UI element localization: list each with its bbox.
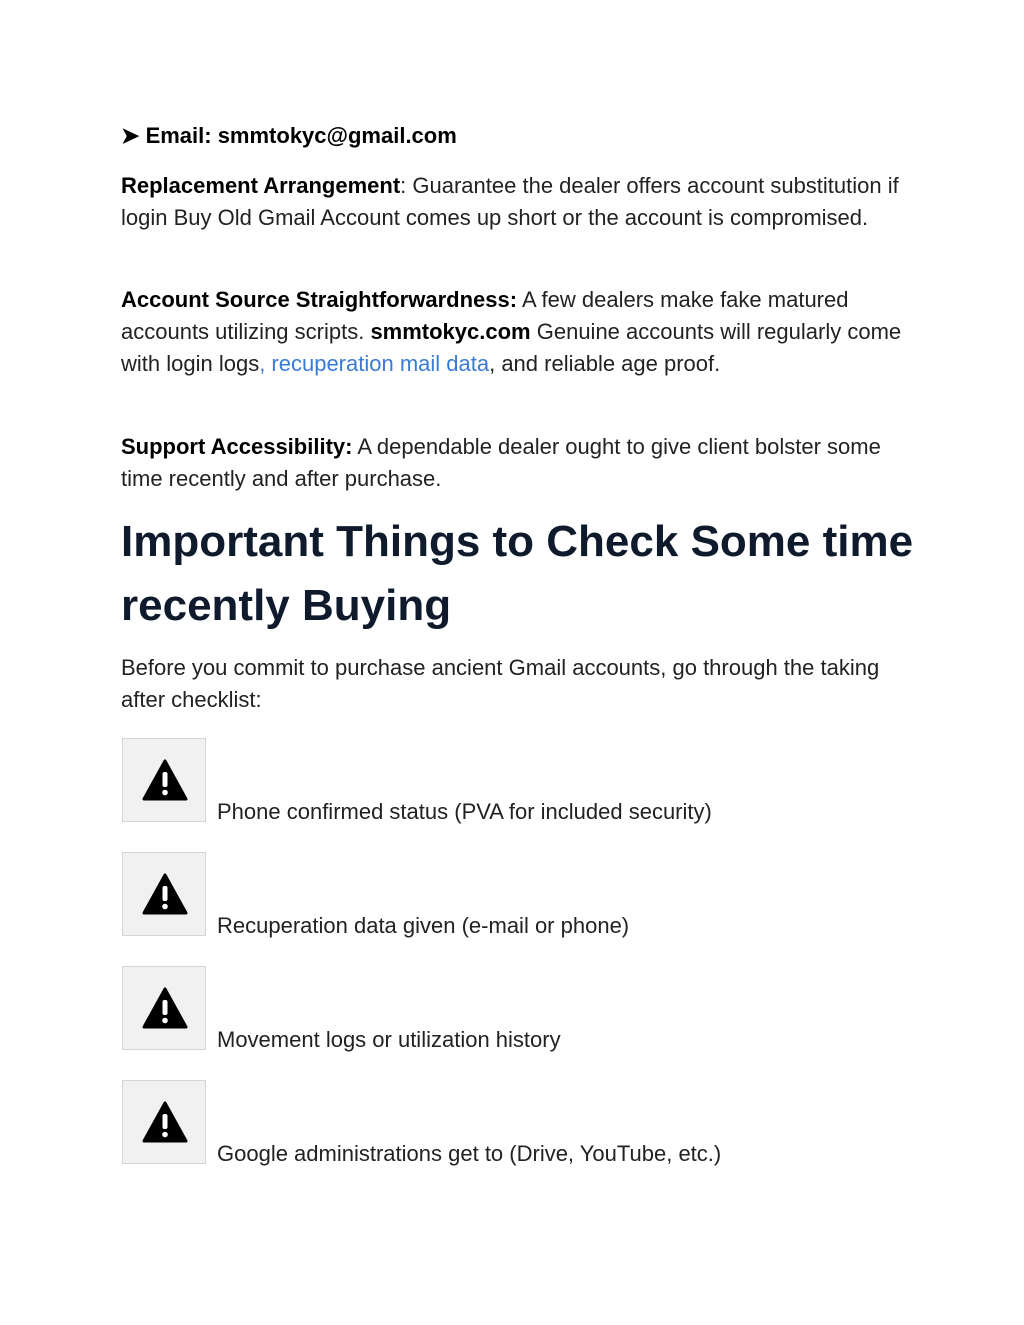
arrow-icon: ➤	[121, 123, 140, 148]
checklist-item	[122, 966, 902, 1052]
email-label: Email: smmtokyc@gmail.com	[145, 123, 457, 148]
checklist-label: Recuperation data given (e-mail or phone)	[217, 913, 630, 938]
recuperation-link[interactable]: , recuperation mail data	[259, 351, 490, 376]
warning-icon	[122, 1080, 206, 1164]
replacement-paragraph	[121, 170, 911, 234]
replacement-title: Replacement Arrangement	[121, 173, 401, 198]
replacement-text: : Guarantee the dealer offers account substitution if login Buy Old Gmail Account comes up short or the account is compromised.	[121, 173, 899, 230]
support-paragraph	[121, 431, 911, 495]
checklist-label: Phone confirmed status (PVA for included security)	[217, 799, 712, 824]
warning-icon	[122, 966, 206, 1050]
checklist-item	[122, 738, 902, 824]
checklist-item	[122, 1080, 902, 1166]
intro-paragraph: Before you commit to purchase ancient Gmail accounts, go through the taking after checklist:	[121, 655, 880, 712]
section-heading: Important Things to Check Some time recently Buying	[121, 517, 914, 630]
source-text-1: A few dealers make fake matured accounts utilizing scripts.	[121, 287, 849, 344]
checklist-label: Google administrations get to (Drive, YouTube, etc.)	[217, 1141, 722, 1166]
support-text: A dependable dealer ought to give client bolster some time recently and after purchase.	[121, 434, 881, 491]
support-title: Support Accessibility:	[121, 434, 353, 459]
warning-icon	[122, 738, 206, 822]
email-line	[121, 120, 457, 152]
checklist-label: Movement logs or utilization history	[217, 1027, 561, 1052]
brand-name: smmtokyc.com	[370, 319, 531, 344]
source-title: Account Source Straightforwardness:	[121, 287, 518, 312]
warning-icon	[122, 852, 206, 936]
checklist-item	[122, 852, 902, 938]
source-text-2: Genuine accounts will regularly come with login logs	[121, 319, 902, 376]
source-text-3: , and reliable age proof.	[489, 351, 721, 376]
source-paragraph	[121, 284, 911, 380]
